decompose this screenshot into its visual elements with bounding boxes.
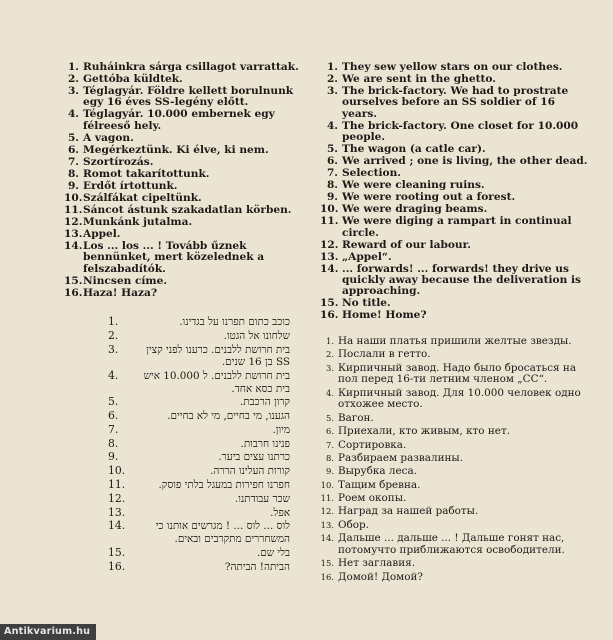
hungarian-item-number: 11. (64, 203, 83, 216)
russian-item (320, 572, 595, 584)
hebrew-item (100, 344, 290, 369)
hungarian-item-number: 7. (67, 155, 79, 168)
hebrew-item (100, 451, 290, 464)
hebrew-item-number: 14. (108, 519, 126, 533)
russian-item (320, 349, 595, 361)
english-item-text: They sew yellow stars on our clothes. (342, 61, 563, 73)
hungarian-item-number: 13. (64, 227, 83, 240)
russian-item (320, 440, 595, 452)
russian-item-number: 16. (320, 571, 334, 582)
hungarian-item-number: 16. (64, 286, 83, 299)
russian-item-number: 12. (320, 506, 334, 517)
hebrew-item-text: קרון הרכבת. (239, 396, 290, 409)
hebrew-item (100, 438, 290, 451)
hungarian-item-text: Téglagyár. Földre kellett borulnunk egy 16 éves SS-legény előtt. (83, 85, 294, 109)
russian-item-number: 6. (326, 426, 334, 437)
hebrew-item (100, 396, 290, 409)
russian-item-text: На наши платья пришили желтые звезды. (338, 335, 572, 347)
hebrew-item-text: הגענו, מי בחיים, מי לא בחיים. (167, 410, 290, 423)
hebrew-item-number: 3. (108, 342, 119, 356)
english-item-text: Reward of our labour. (342, 238, 471, 251)
russian-item-text: Вагон. (338, 411, 374, 424)
russian-item-number: 13. (320, 519, 334, 530)
russian-item-text: Тащим бревна. (338, 478, 421, 491)
russian-item (320, 363, 595, 386)
hebrew-item-number: 6. (108, 409, 119, 423)
russian-item (320, 506, 595, 518)
russian-item (320, 453, 595, 465)
hebrew-item-number: 16. (108, 559, 126, 573)
russian-item-number: 10. (320, 479, 334, 490)
hungarian-item-text: Gettóba küldtek. (83, 73, 183, 85)
hebrew-item (100, 330, 290, 343)
english-column (320, 62, 588, 322)
hungarian-item-text: Szortírozás. (83, 155, 154, 168)
hungarian-item (64, 169, 304, 180)
hungarian-item (64, 181, 304, 192)
watermark: Antikvarium.hu (0, 624, 96, 640)
russian-item-number: 3. (326, 362, 334, 373)
hungarian-item-text: Nincsen címe. (83, 274, 168, 287)
hungarian-item-text: Szálfákat cipeltünk. (83, 191, 202, 204)
hungarian-item-number: 15. (64, 274, 83, 287)
english-item-number: 4. (326, 119, 338, 132)
hungarian-item (64, 229, 304, 240)
english-item-number: 6. (326, 155, 338, 168)
russian-item-number: 2. (326, 349, 334, 360)
russian-item (320, 533, 595, 556)
russian-item (320, 388, 595, 411)
hungarian-item (64, 145, 304, 156)
hebrew-item-text: בית חרושת ללבנים. כרענו לפני קצין SS בן 16 שנים. (146, 343, 290, 369)
hebrew-item-text: לוס ... לוס ... ! מגרשים אותנו כי המשחררים מתקרבים ובאים. (155, 520, 290, 545)
hungarian-item (64, 74, 304, 85)
hungarian-item-number: 3. (67, 85, 79, 97)
russian-item-number: 7. (326, 439, 334, 450)
english-item (320, 192, 588, 203)
russian-item (320, 493, 595, 505)
hebrew-item-text: קורות העלינו הררה. (210, 465, 290, 478)
hungarian-item-text: Munkánk jutalma. (83, 215, 193, 228)
hebrew-item-number: 5. (108, 395, 119, 409)
hungarian-item (64, 193, 304, 204)
hungarian-item-text: Haza! Haza? (83, 286, 158, 299)
russian-item (320, 336, 595, 348)
english-item-number: 10. (320, 203, 339, 216)
hungarian-item-text: Appel. (83, 227, 121, 240)
russian-item (320, 413, 595, 425)
hebrew-item (100, 547, 290, 560)
russian-item-text: Вырубка леса. (338, 465, 417, 478)
english-item-text: Home! Home? (342, 309, 427, 322)
english-item (320, 264, 588, 298)
russian-item (320, 558, 595, 570)
hebrew-item-text: כוכב כתום תפרנו על בגדינו. (179, 316, 290, 328)
english-item (320, 62, 588, 73)
english-item-number: 1. (326, 61, 338, 73)
hebrew-item-text: בלי שם. (256, 546, 290, 559)
russian-item (320, 466, 595, 478)
russian-item-text: Обор. (338, 518, 369, 531)
russian-item-text: Домой! Домой? (338, 570, 423, 583)
english-item (320, 86, 588, 120)
english-item (320, 74, 588, 85)
english-item-number: 8. (326, 179, 338, 192)
english-item (320, 121, 588, 144)
hungarian-item-text: Romot takarítottunk. (83, 167, 210, 180)
hebrew-item-number: 13. (108, 505, 126, 519)
hungarian-item-number: 9. (67, 179, 79, 192)
hungarian-item (64, 205, 304, 216)
hebrew-item-number: 15. (108, 545, 126, 559)
english-item-text: We are sent in the ghetto. (342, 73, 496, 85)
hebrew-item-text: בית חרושת ללבנים. ל 10.000 איש בית כסא אחד. (143, 369, 290, 395)
english-item-text: „Appel“. (342, 250, 392, 263)
english-item (320, 204, 588, 215)
hungarian-item-number: 6. (67, 143, 79, 156)
russian-item (320, 426, 595, 438)
english-item-text: We were diging a rampart in continual circle. (342, 215, 572, 239)
russian-item-number: 1. (326, 336, 334, 346)
hungarian-item (64, 217, 304, 228)
hebrew-item-text: הביתה! הביתה? (224, 560, 290, 573)
english-item (320, 168, 588, 179)
hebrew-item (100, 424, 290, 437)
russian-item-number: 15. (320, 558, 334, 569)
hebrew-item-text: מיון. (272, 423, 290, 436)
english-item (320, 216, 588, 239)
english-item-text: The wagon (a catle car). (342, 143, 486, 156)
hebrew-item-number: 8. (108, 436, 119, 450)
russian-item-text: Наград за нашей работы. (338, 505, 479, 518)
hebrew-item-number: 7. (108, 422, 119, 436)
hungarian-column (64, 62, 304, 300)
hebrew-item (100, 316, 290, 329)
english-item-text: Selection. (342, 167, 401, 180)
russian-item-number: 8. (326, 452, 334, 463)
russian-item (320, 480, 595, 492)
english-item-number: 14. (320, 262, 339, 275)
hebrew-item-number: 10. (108, 464, 126, 478)
english-item-number: 9. (326, 191, 338, 204)
hungarian-item-number: 8. (67, 167, 79, 180)
hungarian-item-number: 1. (67, 61, 79, 73)
english-item-number: 5. (326, 143, 338, 156)
english-item-text: The brick-factory. One closet for 10.000 people. (342, 119, 579, 144)
hebrew-item-number: 9. (108, 450, 119, 464)
russian-item-text: Роем окопы. (338, 492, 407, 505)
hebrew-item-number: 11. (108, 478, 126, 491)
english-item-text: We arrived ; one is living, the other dead. (342, 155, 588, 168)
hebrew-item-text: פנינו חרבות. (240, 437, 290, 450)
russian-item-text: Кирпичный завод. Надо было бросаться на пол перед 16-ти летним членом „СС“. (338, 361, 577, 386)
english-item-number: 7. (326, 167, 338, 180)
english-item-number: 13. (320, 250, 339, 263)
russian-item-text: Приехали, кто живым, кто нет. (338, 425, 510, 438)
hebrew-item-text: כרתנו עצים ביער. (218, 451, 290, 464)
hungarian-item-number: 12. (64, 215, 83, 228)
english-item-text: The brick-factory. We had to prostrate ourselves before an SS soldier of 16 years. (342, 85, 569, 120)
hungarian-item-text: Megérkeztünk. Ki élve, ki nem. (83, 143, 269, 156)
hebrew-item-number: 12. (108, 491, 126, 505)
english-item (320, 240, 588, 251)
english-item (320, 144, 588, 155)
english-item-number: 11. (320, 215, 339, 228)
hungarian-item-text: Los ... los ... ! Tovább űznek bennünket, mert közelednek a felszabadítók. (83, 239, 265, 275)
english-item-number: 16. (320, 309, 339, 322)
hebrew-item (100, 410, 290, 423)
hungarian-item-number: 10. (64, 191, 83, 204)
russian-item-number: 4. (326, 387, 334, 398)
hungarian-item-number: 5. (67, 131, 79, 144)
russian-item-text: Сортировка. (338, 438, 407, 451)
english-item-text: We were cleaning ruins. (342, 179, 485, 192)
hebrew-item (100, 479, 290, 492)
hungarian-item-text: Ruháinkra sárga csillagot varrattak. (83, 61, 299, 73)
english-item-text: No title. (342, 297, 391, 310)
english-item-text: We were rooting out a forest. (342, 191, 516, 204)
hungarian-item (64, 288, 304, 299)
russian-item-number: 9. (326, 466, 334, 477)
hungarian-item (64, 241, 304, 275)
english-item-text: ... forwards! ... forwards! they drive us quickly away because the deliveration is approaching. (342, 262, 581, 298)
russian-item-text: Разбираем развалины. (338, 451, 463, 464)
english-item (320, 180, 588, 191)
hebrew-item-text: חפרנו חפירות במעגל בלתי פוסק. (158, 479, 290, 491)
hungarian-item (64, 276, 304, 287)
english-item-number: 3. (326, 85, 338, 97)
hebrew-item (100, 561, 290, 574)
hungarian-item (64, 157, 304, 168)
hebrew-item-text: אפל. (270, 506, 290, 519)
russian-item-number: 11. (320, 493, 334, 504)
english-item-number: 2. (326, 73, 338, 85)
hebrew-item (100, 520, 290, 545)
hungarian-item-text: Téglagyár. 10.000 embernek egy félreeső hely. (83, 108, 275, 132)
hungarian-item-number: 2. (67, 73, 79, 85)
english-item-number: 15. (320, 297, 339, 310)
english-item (320, 252, 588, 263)
hungarian-item (64, 62, 304, 73)
hebrew-item-number: 1. (108, 315, 119, 328)
hungarian-item-text: Sáncot ástunk szakadatlan körben. (83, 203, 292, 216)
russian-item-text: Нет заглавия. (338, 557, 415, 570)
english-item-number: 12. (320, 238, 339, 251)
hebrew-item (100, 465, 290, 478)
russian-item-number: 5. (326, 412, 334, 423)
russian-item-number: 14. (320, 533, 334, 544)
russian-item (320, 520, 595, 532)
russian-column (320, 336, 595, 585)
hebrew-item (100, 370, 290, 395)
hungarian-item-text: Erdőt írtottunk. (83, 179, 178, 192)
hungarian-item (64, 109, 304, 132)
hungarian-item-number: 14. (64, 239, 83, 252)
english-item (320, 298, 588, 309)
russian-item-text: Послали в гетто. (338, 348, 431, 361)
hungarian-item (64, 86, 304, 109)
hebrew-item (100, 493, 290, 506)
hebrew-item (100, 507, 290, 520)
hungarian-item-number: 4. (67, 108, 79, 121)
hebrew-item-text: שלחונו אל הגטו. (223, 329, 290, 342)
hebrew-item-number: 4. (108, 368, 119, 382)
hungarian-item-text: A vagon. (83, 131, 134, 144)
hebrew-item-text: שכר עבודתנו. (234, 492, 290, 505)
hebrew-column (100, 316, 290, 574)
hebrew-item-number: 2. (108, 328, 119, 342)
english-item (320, 310, 588, 321)
hungarian-item (64, 133, 304, 144)
english-item (320, 156, 588, 167)
english-item-text: We were draging beams. (342, 203, 488, 216)
russian-item-text: Дальше ... дальше ... ! Дальше гонят нас, потомучто приближаются освободители. (338, 532, 565, 556)
russian-item-text: Кирпичный завод. Для 10.000 человек одно отхожее место. (338, 386, 581, 411)
